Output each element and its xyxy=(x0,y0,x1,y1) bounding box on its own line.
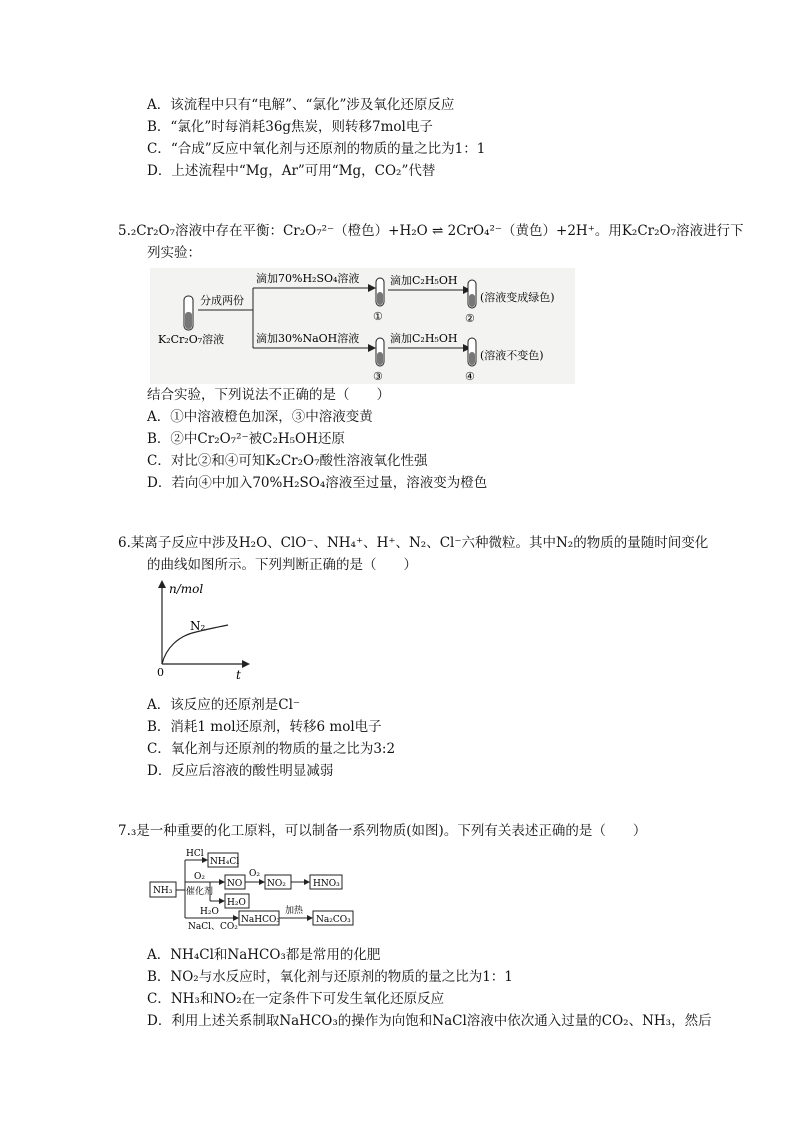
no-label: NO xyxy=(227,879,243,889)
q5-prompt: 结合实验，下列说法不正确的是（ ） xyxy=(147,387,390,403)
na2co3-label: Na₂CO₃ xyxy=(316,915,351,925)
bottom-add-base: 滴加30%NaOH溶液 xyxy=(256,332,360,345)
q4-option-c: C．“合成”反应中氧化剂与还原剂的物质的量之比为1：1 xyxy=(147,141,486,157)
o2-label-a: O₂ xyxy=(194,872,205,882)
heat-label: 加热 xyxy=(285,906,304,916)
x-axis-label: t xyxy=(236,668,241,682)
q4-option-d: D．上述流程中“Mg，Ar”可用“Mg，CO₂”代替 xyxy=(147,163,436,179)
q4-option-a: A．该流程中只有“电解”、“氯化”涉及氧化还原反应 xyxy=(147,97,455,113)
start-label: K₂Cr₂O₇溶液 xyxy=(158,333,225,346)
tube-label-3: ③ xyxy=(373,370,383,383)
nh3-label: NH₃ xyxy=(153,886,173,896)
tube-3 xyxy=(376,338,384,366)
q7-stem-line1: 7.₃是一种重要的化工原料，可以制备一系列物质(如图)。下列有关表述正确的是（ ） xyxy=(118,823,647,839)
q6-option-d: D．反应后溶液的酸性明显减弱 xyxy=(147,763,334,779)
o2-label-b: O₂ xyxy=(249,869,260,879)
bottom-result: (溶液不变色) xyxy=(480,349,544,362)
n2-curve-label: N₂ xyxy=(190,619,206,633)
q6-option-c: C．氧化剂与还原剂的物质的量之比为3:2 xyxy=(147,741,396,757)
h2o-label: H₂O xyxy=(200,907,219,917)
top-result: (溶液变成绿色) xyxy=(480,291,555,304)
nh4cl-label: NH₄Cl xyxy=(210,857,240,867)
q6-stem-line2: 的曲线如图所示。下列判断正确的是（ ） xyxy=(147,557,417,573)
bottom-add-ethanol: 滴加C₂H₅OH xyxy=(390,332,458,345)
nahco3-label: NaHCO₃ xyxy=(241,915,280,925)
hno3-label: HNO₃ xyxy=(313,879,340,889)
origin-label: 0 xyxy=(157,666,164,679)
top-add-acid: 滴加70%H₂SO₄溶液 xyxy=(256,272,360,285)
q4-option-b: B．“氯化”时每消耗36g焦炭，则转移7mol电子 xyxy=(147,119,433,135)
split-label: 分成两份 xyxy=(200,294,244,307)
q7-ammonia-flow-diagram xyxy=(148,846,360,932)
q7-option-c: C．NH₃和NO₂在一定条件下可发生氧化还原反应 xyxy=(147,991,445,1007)
q5-stem-line1: 5.₂Cr₂O₇溶液中存在平衡：Cr₂O₇²⁻（橙色）+H₂O ⇌ 2CrO₄²⁻（黄色）+2H⁺。用K₂Cr₂O₇溶液进行下 xyxy=(118,223,744,239)
q5-option-b: B．②中Cr₂O₇²⁻被C₂H₅OH还原 xyxy=(147,431,345,447)
q6-option-a: A．该反应的还原剂是Cl⁻ xyxy=(147,697,301,713)
h2o-box-label: H₂O xyxy=(227,898,246,908)
q5-stem-line2: 列实验： xyxy=(147,245,201,261)
tube-label-4: ④ xyxy=(465,370,475,383)
q7-option-a: A．NH₄Cl和NaHCO₃都是常用的化肥 xyxy=(147,947,381,963)
q5-experiment-figure xyxy=(150,268,575,384)
tube-2 xyxy=(468,280,476,308)
tube-1 xyxy=(376,278,384,306)
q5-option-a: A．①中溶液橙色加深，③中溶液变黄 xyxy=(147,409,373,425)
q7-option-b: B．NO₂与水反应时，氧化剂与还原剂的物质的量之比为1：1 xyxy=(147,969,513,985)
catalyst-label: 催化剂 xyxy=(186,887,214,897)
tube-4 xyxy=(468,338,476,366)
q6-n2-graph xyxy=(152,578,252,682)
tube-label-2: ② xyxy=(465,312,475,325)
no2-label: NO₂ xyxy=(267,879,286,889)
tube-label-1: ① xyxy=(373,310,383,323)
y-axis-label: n/mol xyxy=(169,582,204,596)
nacl-co2-label: NaCl、CO₂ xyxy=(188,922,238,932)
q5-option-c: C．对比②和④可知K₂Cr₂O₇酸性溶液氧化性强 xyxy=(147,453,428,469)
q5-option-d: D．若向④中加入70%H₂SO₄溶液至过量，溶液变为橙色 xyxy=(147,475,488,491)
start-test-tube xyxy=(184,296,193,330)
q7-option-d: D．利用上述关系制取NaHCO₃的操作为向饱和NaCl溶液中依次通入过量的CO₂、NH₃，然后 xyxy=(147,1013,712,1029)
q6-stem-line1: 6.某离子反应中涉及H₂O、ClO⁻、NH₄⁺、H⁺、N₂、Cl⁻六种微粒。其中N₂的物质的量随时间变化 xyxy=(118,535,709,551)
q6-option-b: B．消耗1 mol还原剂，转移6 mol电子 xyxy=(147,719,382,735)
top-add-ethanol: 滴加C₂H₅OH xyxy=(390,274,458,287)
hcl-label: HCl xyxy=(186,849,204,859)
